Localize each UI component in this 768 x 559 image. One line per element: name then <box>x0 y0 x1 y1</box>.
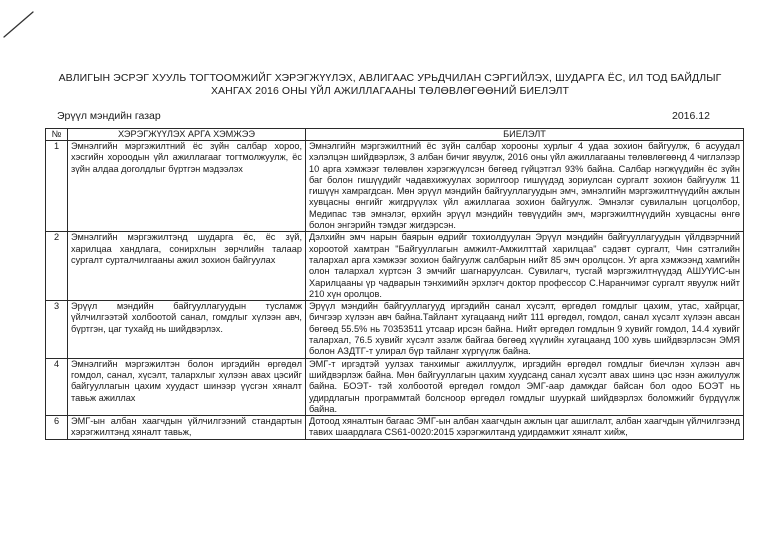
plan-table <box>45 128 744 440</box>
header-num: № <box>46 129 68 141</box>
row-number: 2 <box>46 232 68 301</box>
organization-name: Эрүүл мэндийн газар <box>57 110 161 122</box>
document-title <box>40 72 740 98</box>
table-row <box>46 358 744 415</box>
pen-scribble <box>0 0 60 40</box>
table-header-row <box>46 129 744 141</box>
table-row <box>46 301 744 358</box>
title-line-2: ХАНГАХ 2016 ОНЫ ҮЙЛ АЖИЛЛАГААНЫ ТӨЛӨВЛӨГӨӨНИЙ БИЕЛЭЛТ <box>210 85 570 97</box>
report-date: 2016.12 <box>672 110 710 122</box>
table-row <box>46 232 744 301</box>
row-result: Дэлхийн эмч нарын баярын өдрийг тохиолдуулан Эрүүл мэндийн байгууллагуудын үйлдвэрчний хороотой хамтран "Байгууллагын амжилт-Амжилттай харилцаа" сэдэвт сургалт, Чин сэтгэлийн талархал арга хэмжээг зохион байгуулж салбарын нийт 85 эмч оролцсон. Уг арга хэмжээнд хамгийн олон талархал хүртсэн 3 эмчийг шагнаруулсан. Сувилагч, тусгай мэргэжилтнүүдэд АШУҮИС-ын Харилцааны үр чадварын тэнхимийн эрхлэгч доктор профессор С.Наранчимэг сургалт явуулж нийт 210 хүн оролцов. <box>306 232 744 301</box>
table-row <box>46 416 744 440</box>
row-result: ЭМГ-т иргэдтэй уулзах танхимыг ажиллуулж, иргэдийн өргөдөл гомдлыг биечлэн хүлээн авч шийдвэрлэж байна. Мөн байгууллагын цахим хуудсанд санал хүсэлт авах шинэ цэс нээн ажилуулж байна. БОЭТ- тэй холбоотой өргөдөл гомдол ЭМГ-аар дамждаг байсан бол одоо БОЭТ нь удирдлагын программтай болсноор өргөдөл гомдлыг шууркай шийдвэрлэх боломжийг бүрдүүлж байна. <box>306 358 744 415</box>
row-number: 3 <box>46 301 68 358</box>
row-action: Эмнэлгийн мэргэжилтний ёс зүйн салбар хороо, хэсгийн хороодын үйл ажиллагааг тогтмолжуулж, ёс зүйн алдаа доголдлыг бүртгэн мэдээлэх <box>68 141 306 232</box>
row-action: ЭМГ-ын албан хаагчдын үйлчилгээний стандартын хэрэгжилтэнд хяналт тавьж, <box>68 416 306 440</box>
row-number: 4 <box>46 358 68 415</box>
row-result: Эрүүл мэндийн байгууллагууд иргэдийн санал хүсэлт, өргөдөл гомдлыг цахим, утас, хайрцаг, бичгээр хүлээн авч байна.Тайлант хугацаанд нийт 111 өргөдөл, гомдол, санал хүсэлт хүлээн авсан бөгөөд 55.5% нь 70353511 утсаар ирсэн байна. Нийт өргөдөл гомдлын 9 хувийг гомдол, 14.4 хувийг талархал, 76.5 хувийг хүсэлт эзэлж байгаа бөгөөд хүүлийн хугацаанд 100 хувь шийдвэрлэсэн ЭМЯ болон АЗДТГ-т улирал бүр тайланг хүргүүлж байна. <box>306 301 744 358</box>
row-action: Эмнэлгийн мэргэжилтэн болон иргэдийн өргөдөл гомдол, санал, хүсэлт, талархлыг хүлээн авах цэсийг байгууллагын цахим хуудаст шинээр үүсгэн хяналт тавьж ажиллах <box>68 358 306 415</box>
row-number: 6 <box>46 416 68 440</box>
row-action: Эмнэлгийн мэргэжилтэнд шударга ёс, ёс зүй, харилцаа хандлага, сонирхлын зөрчлийн талаар сургалт сурталчилгааны ажил зохион байгуулах <box>68 232 306 301</box>
row-action: Эрүүл мэндийн байгууллагуудын тусламж үйлчилгээтэй холбоотой санал, гомдлыг хүлээн авч, бүртгэн, цаг тухайд нь шийдвэрлэх. <box>68 301 306 358</box>
header-action: ХЭРЭГЖҮҮЛЭХ АРГА ХЭМЖЭЭ <box>68 129 306 141</box>
title-line-1: АВЛИГЫН ЭСРЭГ ХУУЛЬ ТОГТООМЖИЙГ ХЭРЭГЖҮҮЛЭХ, АВЛИГААС УРЬДЧИЛАН СЭРГИЙЛЭХ, ШУДАРГА ЁС, ИЛ ТОД БАЙДЛЫГ <box>58 72 722 84</box>
table-row <box>46 141 744 232</box>
row-number: 1 <box>46 141 68 232</box>
row-result: Эмнэлгийн мэргэжилтний ёс зүйн салбар хорооны хурлыг 4 удаа зохион байгуулж, 6 асуудал хэлэлцэн шийдвэрлэж, 3 албан бичиг явуулж, 2016 оны үйл ажиллагааны төлөвлөгөөнд 4 чиглэлээр 10 арга хэмжээг төлөвлөн хэрэгжүүлсэн бөгөөд гүйцэтгэл 93% байна. Салбар нэгжүүдийн ёс зүйн баг болон гишүүдийг чадавхижуулах зорилгоор гишүүдэд зориулсан сургалт зохион байгуулж 11 гишүүн хамрагдсан. Мөн эрүүл мэндийн байгууллагуудын эмч, эмнэлгийн мэргэжилтнүүдийн ажлын хувцасны өнгийг жигдрүүлэх үйл ажиллагаа зохион байгуулж. Эмнэлэг сувилалын цогцолбор, Медипас тэв эмнэлэг, өрхийн эрүүл мэндийн төвүүдийн эмч, мэргэжилтнүүдийн хувцасны өнгө болон энгэрийн тэмдэг жигдэрсэн. <box>306 141 744 232</box>
header-result: БИЕЛЭЛТ <box>306 129 744 141</box>
row-result: Дотоод хяналтын багаас ЭМГ-ын албан хаагчдын ажлын цаг ашиглалт, албан хаагчдын үйлчилгээнд тавих шаардлага CS61-0020:2015 хэрэгжилтанд удирдамжит хяналт хийж, <box>306 416 744 440</box>
